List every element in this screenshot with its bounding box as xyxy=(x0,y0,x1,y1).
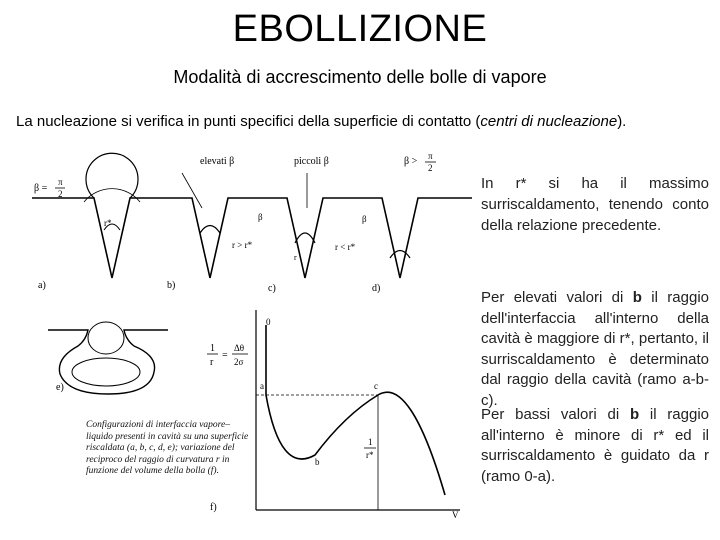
page-subtitle: Modalità di accrescimento delle bolle di vapore xyxy=(173,67,547,87)
panel-d-label: d) xyxy=(372,283,381,294)
intro-text xyxy=(16,113,626,130)
curvature-volume-graph xyxy=(200,305,470,520)
beta-d: β xyxy=(362,214,367,224)
meniscus-b xyxy=(200,226,220,234)
intro-suffix: ). xyxy=(617,113,627,130)
eq-sign: = xyxy=(222,350,228,361)
frac-pi-num-a: π xyxy=(58,177,63,187)
frac-left-r: r xyxy=(210,357,214,368)
frac-right-num: Δθ xyxy=(234,343,245,353)
meniscus-c xyxy=(295,233,315,243)
r-star-a: r* xyxy=(104,218,112,228)
p2-start: Per elevati valori di xyxy=(481,289,633,306)
label-piccoli-beta: piccoli β xyxy=(294,156,329,167)
frac-pi-den: 2 xyxy=(428,163,433,173)
frac-right-den: 2σ xyxy=(234,357,244,367)
frac-pi-num: π xyxy=(428,151,433,161)
frac-pi-den-a: 2 xyxy=(58,189,63,199)
frac-left-1: 1 xyxy=(210,343,215,354)
bubble-cavity-figure xyxy=(48,310,168,410)
label-beta-gt: β > xyxy=(404,156,418,167)
beta-symbol-p2: b xyxy=(632,289,642,306)
beta-symbol-p3: b xyxy=(629,406,640,423)
panel-a-label: a) xyxy=(38,280,46,291)
label-elevati-beta: elevati β xyxy=(200,156,235,167)
intro-italic: centri di nucleazione xyxy=(480,113,618,130)
beta-c: β xyxy=(258,212,263,222)
cavity-interfaces-figure xyxy=(32,148,472,298)
frac-rstar-den: r* xyxy=(366,450,374,460)
point-c: c xyxy=(374,381,378,391)
bubble-a xyxy=(86,153,138,198)
r-small: r xyxy=(294,253,297,262)
arrow-b xyxy=(182,173,202,208)
heated-surface xyxy=(32,198,472,278)
point-b: b xyxy=(315,457,320,467)
figure-caption: Configurazioni di interfaccia vapore–liquido presenti in cavità su una superficie riscaldata (a, b, c, d, e); variazione del reciproco del raggio di curvatura r in funzione del volume della bolla (f). xyxy=(86,420,249,476)
intro-prefix: La nucleazione si verifica in punti specifici della superficie di contatto ( xyxy=(16,113,481,130)
meniscus-d xyxy=(390,251,410,259)
panel-e-label: e) xyxy=(56,382,64,393)
paragraph-high-beta xyxy=(481,288,709,411)
surface-band xyxy=(48,310,168,330)
bubble-a-outer xyxy=(84,189,140,202)
label-r-gt: r > r* xyxy=(232,240,253,250)
p3-end: il raggio all'interno è minore di r* ed il surriscaldamento è guidato da r (ramo 0-a). xyxy=(481,406,709,485)
panel-c-label: c) xyxy=(268,283,276,294)
axis-v-label: V xyxy=(452,510,459,520)
cavity-outline-e xyxy=(48,330,168,394)
p3-start: Per bassi valori di xyxy=(481,406,630,423)
frac-rstar-num: 1 xyxy=(368,437,373,447)
page-title: EBOLLIZIONE xyxy=(232,8,488,50)
paragraph-max-superheat: In r* si ha il massimo surriscaldamento, tenendo conto della relazione precedente. xyxy=(481,175,709,234)
panel-f-label: f) xyxy=(210,502,217,513)
point-a: a xyxy=(260,381,264,391)
curvature-curve xyxy=(266,325,445,495)
paragraph-low-beta xyxy=(481,405,709,487)
label-r-lt: r < r* xyxy=(335,242,356,252)
p2-end: il raggio dell'interfaccia all'interno della cavità è maggiore di r*, pertanto, il surriscaldamento è determinato dal raggio della cavità (ramo a-b-c). xyxy=(481,289,709,409)
bubble-body-e xyxy=(72,358,140,386)
label-beta-eq: β = xyxy=(34,183,48,194)
panel-b-label: b) xyxy=(167,280,176,291)
point-0: 0 xyxy=(266,317,271,327)
